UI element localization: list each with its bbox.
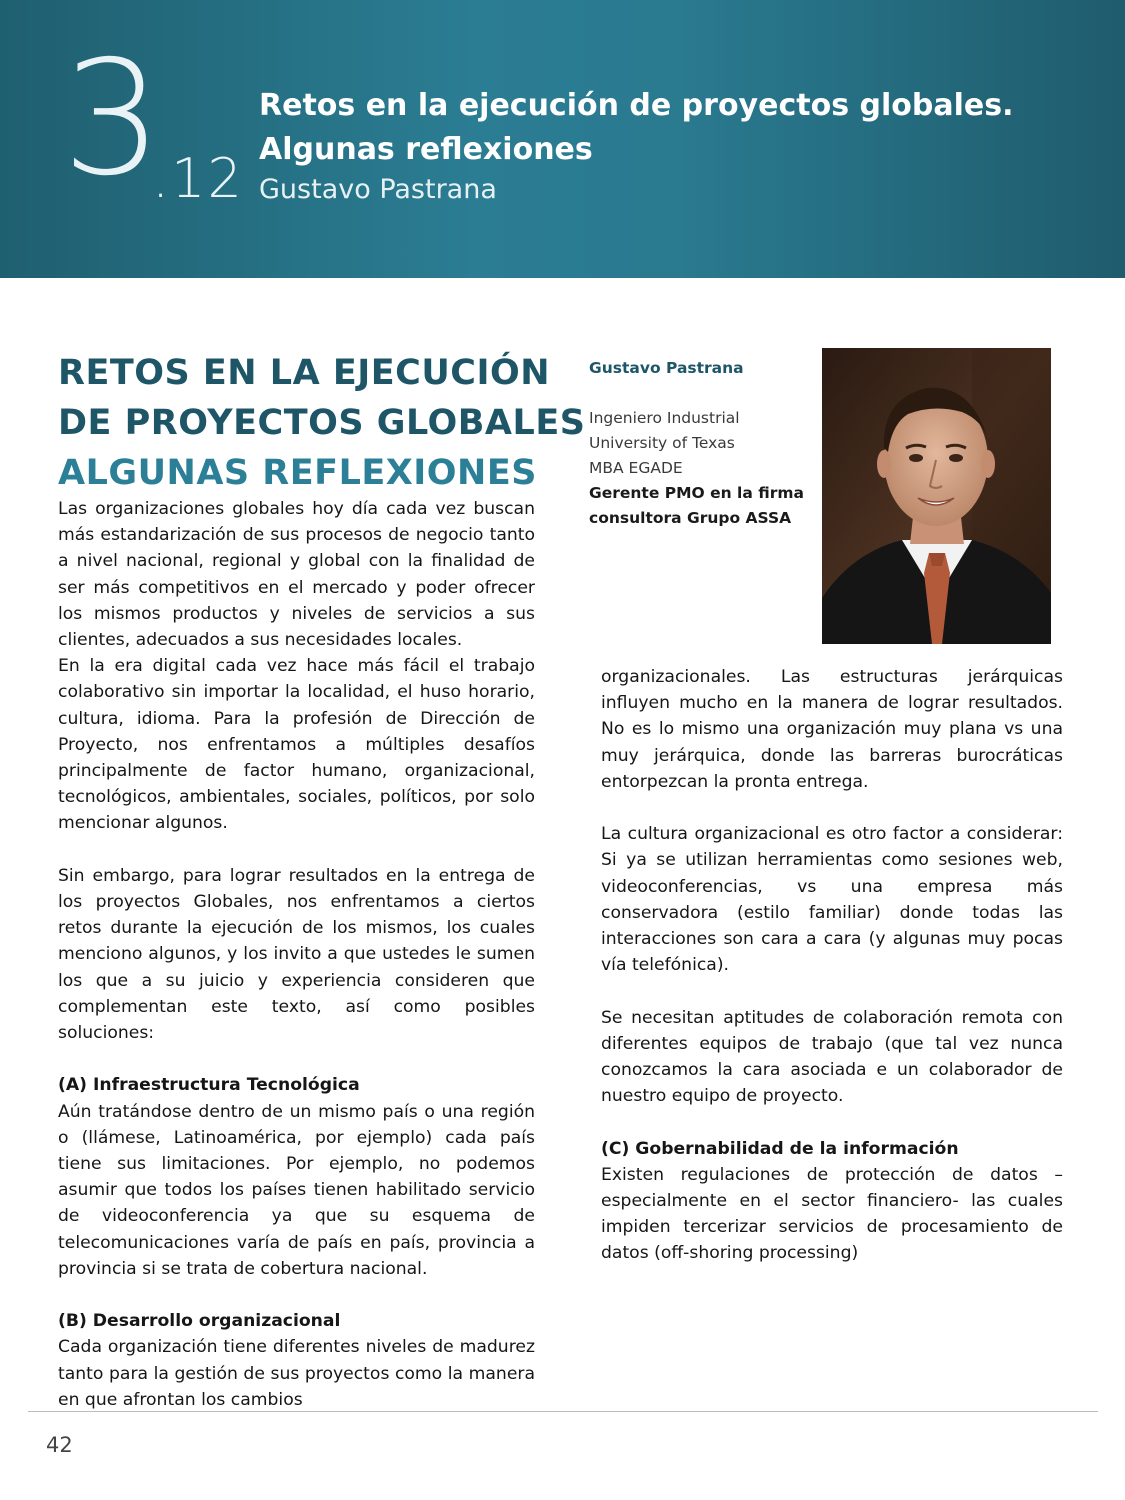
article-heading-line1: RETOS EN LA EJECUCIÓN xyxy=(58,353,551,393)
article-heading xyxy=(58,348,586,498)
article-heading-line2: DE PROYECTOS GLOBALES xyxy=(58,403,586,443)
right-column xyxy=(601,664,1063,1267)
header-banner xyxy=(0,0,1125,278)
section-b-continued: organizacionales. Las estructuras jerárquicas influyen mucho en la manera de lograr resultados. No es lo mismo una organización muy plana vs una muy jerárquica, donde las barreras burocráticas entorpezcan la pronta entrega. xyxy=(601,667,1063,792)
left-column xyxy=(58,496,535,1413)
paragraph-digital-era: En la era digital cada vez hace más fácil el trabajo colaborativo sin importar la localidad, el huso horario, cultura, idioma. Para la profesión de Dirección de Proyecto, nos enfrentamos a múltiples desafíos principalmente de factor humano, organizacional, tecnológicos, ambientales, sociales, políticos, por solo mencionar algunos. xyxy=(58,656,535,834)
section-b-title: (B) Desarrollo organizacional xyxy=(58,1311,341,1332)
header-title-line1: Retos en la ejecución de proyectos globales. xyxy=(259,88,1014,123)
author-university: University of Texas xyxy=(589,434,735,452)
author-degree: Ingeniero Industrial xyxy=(589,409,740,427)
author-role-line2: consultora Grupo ASSA xyxy=(589,509,792,527)
section-c-text: Existen regulaciones de protección de datos –especialmente en el sector financiero- las cuales impiden tercerizar servicios de procesamiento de datos (off-shoring processing) xyxy=(601,1164,1063,1264)
section-c-title: (C) Gobernabilidad de la información xyxy=(601,1138,959,1159)
author-mba: MBA EGADE xyxy=(589,459,683,477)
header-title-line2: Algunas reflexiones xyxy=(259,132,593,167)
footer-divider xyxy=(28,1411,1098,1412)
author-box xyxy=(589,356,819,531)
paragraph-challenges: Sin embargo, para lograr resultados en la entrega de los proyectos Globales, nos enfrentamos a ciertos retos durante la ejecución de los mismos, los cuales menciono algunos, y los invito a que ustedes le sumen los que a su juicio y experiencia consideren que complementan este texto, así como posibles soluciones: xyxy=(58,865,535,1044)
section-a-title: (A) Infraestructura Tecnológica xyxy=(58,1075,360,1096)
author-name: Gustavo Pastrana xyxy=(589,359,744,377)
header-title xyxy=(259,84,1079,172)
chapter-number: 3 xyxy=(62,27,159,211)
author-portrait-icon xyxy=(822,348,1051,644)
section-a-text: Aún tratándose dentro de un mismo país o una región o (llámese, Latinoamérica, por ejemplo) cada país tiene sus limitaciones. Por ejemplo, no podemos asumir que todos los países tienen habilitado servicio de videoconferencia ya que su esquema de telecomunicaciones varía de país en país, provincia a provincia si se trata de cobertura nacional. xyxy=(58,1101,535,1279)
author-role-line1: Gerente PMO en la firma xyxy=(589,484,804,502)
paragraph-intro: Las organizaciones globales hoy día cada vez buscan más estandarización de sus procesos de negocio tanto a nivel nacional, regional y global con la finalidad de ser más competitivos en el mercado y poder ofrecer los mismos productos y niveles de servicios a sus clientes, adecuados a sus necesidades locales. xyxy=(58,499,535,651)
section-b-text: Cada organización tiene diferentes niveles de madurez tanto para la gestión de sus proyectos como la manera en que afrontan los cambios xyxy=(58,1337,535,1410)
paragraph-culture: La cultura organizacional es otro factor a considerar: Si ya se utilizan herramientas como sesiones web, videoconferencias, vs una empresa más conservadora (estilo familiar) donde todas las interacciones son cara a cara (y algunas muy pocas vía telefónica). xyxy=(601,824,1063,976)
section-number: .12 xyxy=(152,147,244,210)
header-author: Gustavo Pastrana xyxy=(259,174,497,205)
paragraph-remote-collab: Se necesitan aptitudes de colaboración remota con diferentes equipos de trabajo (que tal vez nunca conozcamos la cara asociada e un colaborador de nuestro equipo de proyecto. xyxy=(601,1007,1063,1107)
page-number: 42 xyxy=(46,1433,73,1457)
article-heading-line3: ALGUNAS REFLEXIONES xyxy=(58,453,537,493)
